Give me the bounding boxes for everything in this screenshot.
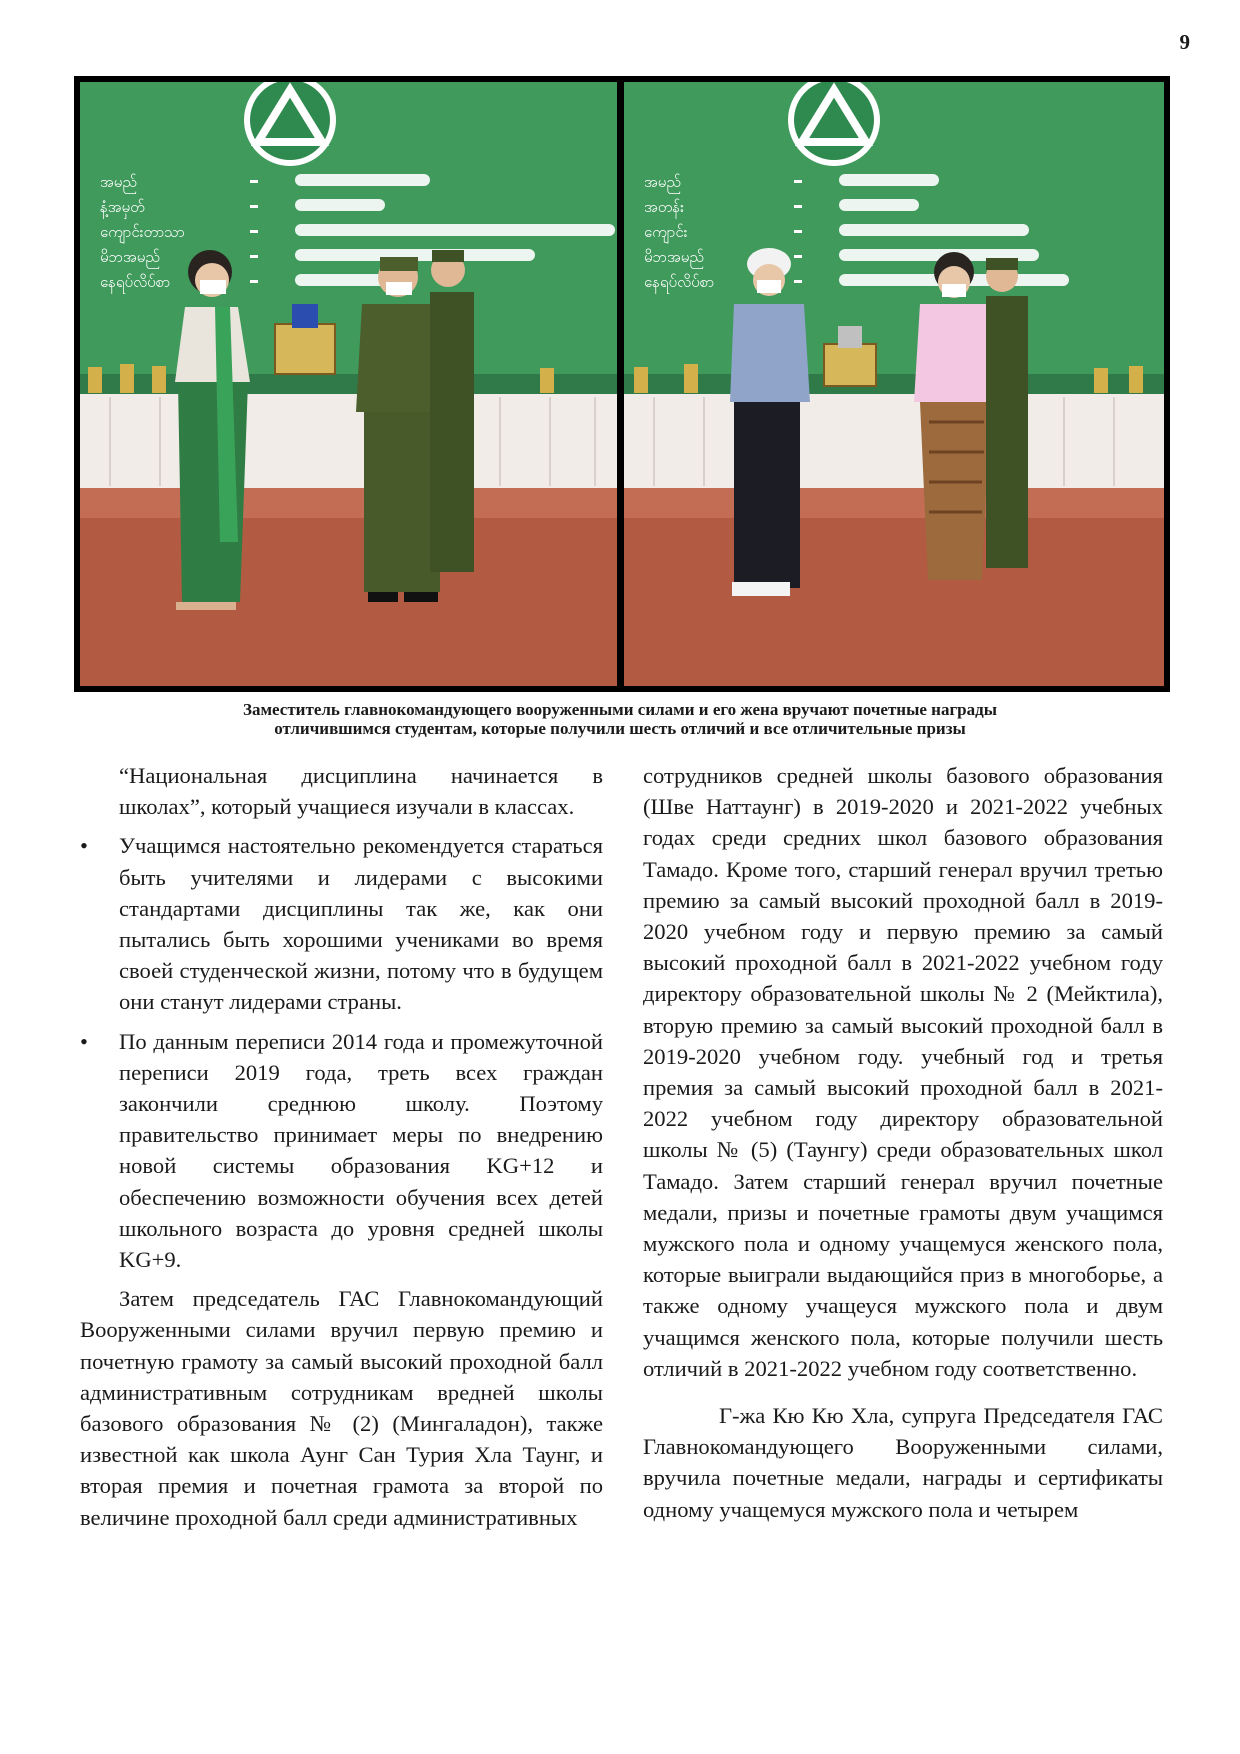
board-label-2: နံ့အမှတ် [100,198,145,216]
photo-collage [74,76,1170,692]
award-photo-left [80,82,617,686]
bullet-item-1: • Учащимся настоятельно рекомендуется стараться быть учителями и лидерами с высокими стандартами дисциплины так же, как они пытались быть хорошими учениками во время своей студенческой жизни, потому что в будущем они станут лидерами страны. [80,830,603,1017]
text-column-right [643,760,1163,1525]
board-label-5: နေရပ်လိပ်စာ [100,273,171,291]
caption-line-2: отличившимся студентам, которые получили шесть отличий и все отличительные призы [274,719,966,738]
board-label-3: ကျောင်း [644,223,688,241]
bullet-item-2: • По данным переписи 2014 года и промежуточной переписи 2019 года, треть всех граждан закончили среднюю школу. Поэтому правительство принимает меры по внедрению новой системы образования KG+12 и обеспечению возможности обучения всех детей школьного возраста до уровня средней школы KG+9. [80,1026,603,1276]
caption-line-1: Заместитель главнокомандующего вооруженными силами и его жена вручают почетные награды [242,700,998,719]
board-label-1: အမည် [100,173,137,191]
board-label-5: နေရပ်လိပ်စာ [644,273,715,291]
page-number: 9 [1179,30,1190,54]
body-paragraph: Затем председатель ГАС Главнокомандующий Вооруженными силами вручил первую премию и почетную грамоту за самый высокий проходной балл административным сотрудникам вредней школы базового образования № (2) (Мингаладон), также известной как школа Аунг Сан Турия Хла Таунг, и вторая премия и почетная грамота за второй по величине проходной балл среди административных [80,1286,603,1530]
photo-caption [80,700,1160,738]
body-paragraph-continued: сотрудников средней школы базового образования (Шве Наттаунг) в 2019-2020 и 2021-2022 учебных годах среди средних школ базового образования Тамадо. Кроме того, старший генерал вручил третью премию за самый высокий проходной балл в 2019-2020 учебном году и первую премию за самый высокий проходной балл в 2021-2022 учебном году директору образовательной школы № 2 (Мейктила), вторую премию за самый высокий проходной балл в 2019-2020 учебном году. учебный год и третья премия за самый высокий проходной балл в 2021-2022 учебном году директору образовательной школы № (5) (Таунгу) среди образовательных школ Тамадо. Затем старший генерал вручил почетные медали, призы и почетные грамоты двум учащимся мужского пола и одному учащемуся женского пола, которые выиграли выдающийся приз в многоборье, а также одному учащеуся мужского пола и двум учащимся женского пола, которые получили шесть отличий в 2021-2022 учебном году соответственно. [643,763,1163,1381]
board-label-1: အမည် [644,173,681,191]
board-label-2: အတန်း [644,198,684,216]
body-paragraph-2: Г-жа Кю Кю Хла, супруга Председателя ГАС Главнокомандующего Вооруженными силами, вручила почетные медали, награды и сертификаты одному учащемуся мужского пола и четырем [643,1403,1163,1522]
bullet-continuation: “Национальная дисциплина начинается в школах”, который учащиеся изучали в классах. [119,763,603,820]
board-label-3: ကျောင်းတာသာ [100,223,185,241]
board-label-4: မိဘအမည် [100,248,160,266]
award-photo-right [624,82,1164,686]
text-column-left [80,760,603,1533]
board-label-4: မိဘအမည် [644,248,704,266]
